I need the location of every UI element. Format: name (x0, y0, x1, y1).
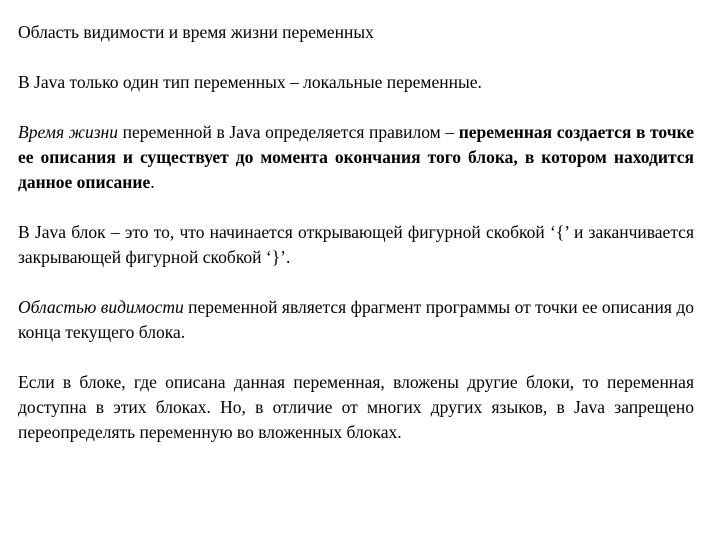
paragraph-lifetime (18, 120, 694, 195)
lifetime-text: переменной в Java определяется правилом – (117, 122, 459, 142)
scope-text: переменной является фрагмент программы от точки ее описания до конца текущего блока. (18, 297, 694, 342)
paragraph-nested-blocks: Если в блоке, где описана данная переменная, вложены другие блоки, то переменная доступна в этих блоках. Но, в отличие от многих других языков, в Java запрещено переопределять переменную во вложенных блоках. (18, 372, 694, 442)
paragraph-local-variables: В Java только один тип переменных – локальные переменные. (18, 72, 482, 92)
lifetime-rule: переменная создается в точке ее описания и существует до момента окончания того блока, в котором находится данное описание (18, 122, 694, 192)
term-scope: Областью видимости (18, 297, 184, 317)
slide-title: Область видимости и время жизни переменных (18, 22, 374, 42)
term-lifetime: Время жизни (18, 122, 118, 142)
paragraph-block-definition: В Java блок – это то, что начинается открывающей фигурной скобкой ‘{’ и заканчивается закрывающей фигурной скобкой ‘}’. (18, 222, 694, 267)
paragraph-scope (18, 295, 694, 345)
lifetime-end: . (150, 172, 155, 192)
